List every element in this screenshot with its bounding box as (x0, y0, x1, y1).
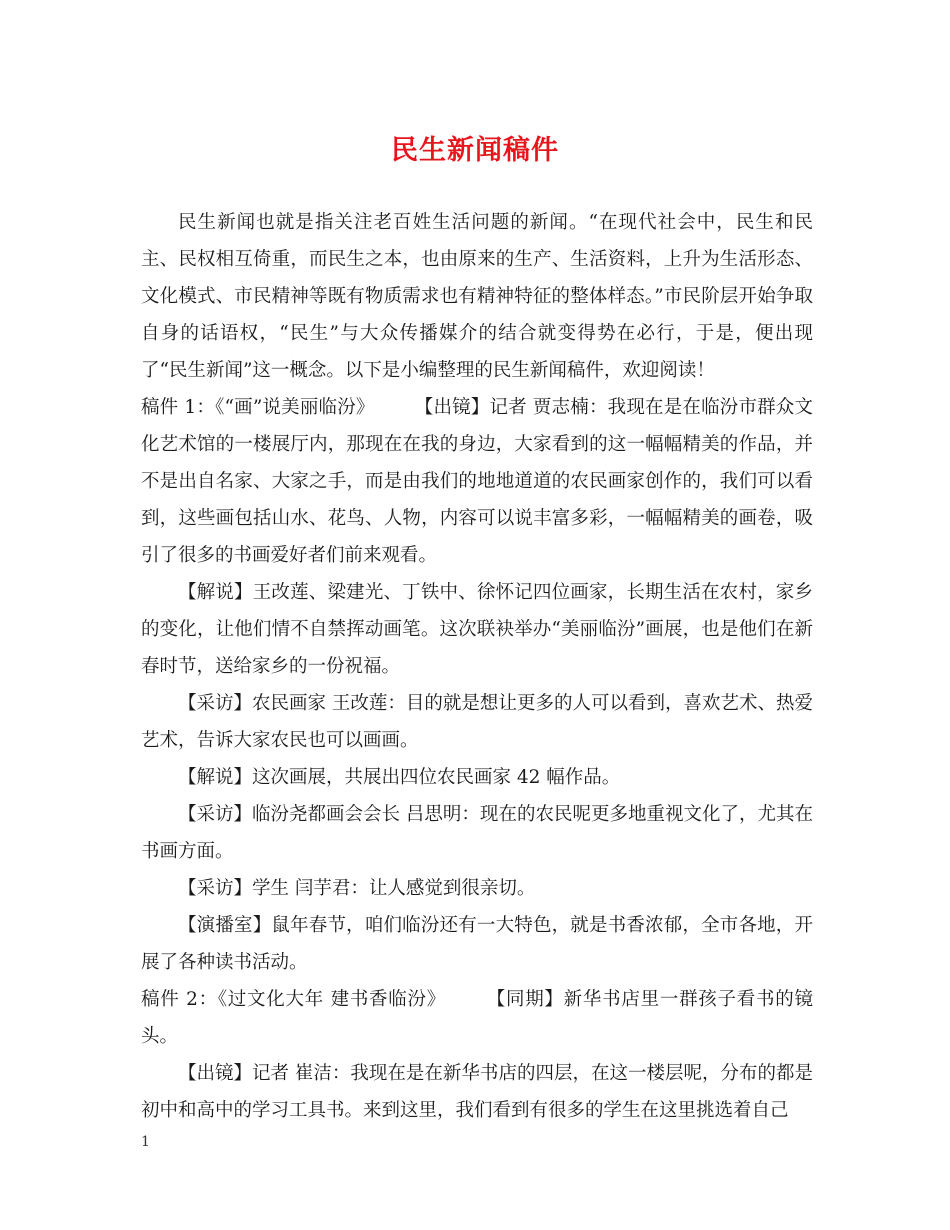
document-body (141, 204, 813, 1129)
paragraph-commentary-1: 【解说】王改莲、梁建光、丁铁中、徐怀记四位画家，长期生活在农村，家乡的变化，让他们情不自禁挥动画笔。这次联袂举办“美丽临汾”画展，也是他们在新春时节，送给家乡的一份祝福。 (141, 582, 813, 677)
draft1-heading: 稿件 1：《“画”说美丽临汾》 (141, 397, 375, 418)
draft2-paragraph (141, 981, 813, 1055)
paragraph-commentary-2: 【解说】这次画展，共展出四位农民画家 42 幅作品。 (178, 767, 621, 788)
paragraph-interview-3: 【采访】学生 闫芋君：让人感觉到很亲切。 (178, 878, 536, 899)
paragraph-oncamera-2: 【出镜】记者 崔洁：我现在是在新华书店的四层，在这一楼层呢，分布的都是初中和高中的学习工具书。来到这里，我们看到有很多的学生在这里挑选着自己 (141, 1063, 813, 1121)
draft1-lead: 【出镜】记者 贾志楠：我现在是在临汾市群众文化艺术馆的一楼展厅内，那现在在我的身边，大家看到的这一幅幅精美的作品，并不是出自名家、大家之手，而是由我们的地地道道的农民画家创作的，我们可以看到，这些画包括山水、花鸟、人物，内容可以说丰富多彩，一幅幅精美的画卷，吸引了很多的书画爱好者们前来观看。 (141, 397, 813, 566)
paragraph-studio: 【演播室】鼠年春节，咱们临汾还有一大特色，就是书香浓郁，全市各地，开展了各种读书活动。 (141, 915, 813, 973)
page-number: 1 (141, 1134, 150, 1150)
draft1-paragraph (141, 389, 813, 574)
paragraph-interview-1: 【采访】农民画家 王改莲：目的就是想让更多的人可以看到，喜欢艺术、热爱艺术，告诉大家农民也可以画画。 (141, 693, 813, 751)
intro-paragraph: 民生新闻也就是指关注老百姓生活问题的新闻。“在现代社会中，民生和民主、民权相互倚重，而民生之本，也由原来的生产、生活资料，上升为生活形态、文化模式、市民精神等既有物质需求也有精神特征的整体样态。”市民阶层开始争取自身的话语权，“民生”与大众传播媒介的结合就变得势在必行，于是，便出现了“民生新闻”这一概念。以下是小编整理的民生新闻稿件，欢迎阅读！ (141, 212, 813, 381)
document-title: 民生新闻稿件 (391, 135, 559, 166)
draft2-lead: 【同期】新华书店里一群孩子看书的镜头。 (141, 989, 813, 1047)
paragraph-interview-2: 【采访】临汾尧都画会会长 吕思明：现在的农民呢更多地重视文化了，尤其在书画方面。 (141, 804, 813, 862)
draft2-heading: 稿件 2：《过文化大年 建书香临汾》 (141, 989, 446, 1010)
